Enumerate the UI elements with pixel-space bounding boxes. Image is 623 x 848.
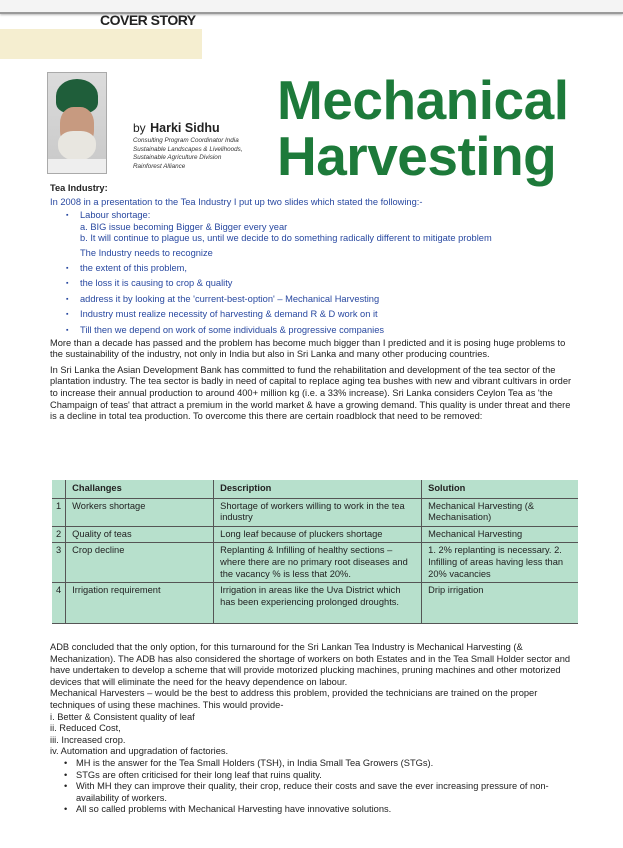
list-item: ▪ the extent of this problem,	[50, 263, 578, 275]
header-color-block	[0, 29, 202, 59]
list-item: iv. Automation and upgradation of factories.	[50, 746, 229, 757]
intro: In 2008 in a presentation to the Tea Industry I put up two slides which stated the following:-	[50, 196, 423, 207]
table-row: 2 Quality of teas Long leaf because of pluckers shortage Mechanical Harvesting	[52, 526, 578, 543]
subheading: Tea Industry:	[50, 183, 108, 193]
article-title: Mechanical Harvesting	[277, 69, 569, 187]
list-item: • STGs are often criticised for their long leaf that ruins quality.	[62, 770, 578, 782]
section-label: COVER STORY	[100, 12, 196, 28]
viewer-top-bar	[0, 0, 623, 14]
article-body-top	[50, 183, 578, 423]
author-affiliation: Consulting Program Coordinator India Sustainable Landscapes & Livelihoods, Sustainable Agriculture Division Rainforest Alliance	[133, 137, 243, 170]
article-body-bottom	[50, 642, 578, 816]
paragraph: In Sri Lanka the Asian Development Bank has committed to fund the rehabilitation and development of the tea sector of the plantation industry. The tea sector is badly in need of capital to replace aging tea bushes with new and vibrant cultivars in order to increase their annual production to around 400+ million kg (i.e. a 33% increase). Sri Lanka considers Ceylon Tea as 'the Champaign of teas' that attract a premium in the world market & have a growing demand. This quality is under threat and there is a decline in total tea production. To overcome this there are certain roadblock that need to be removed:	[50, 364, 572, 422]
slide-list	[50, 210, 578, 336]
list-item: ii. Reduced Cost,	[50, 723, 121, 734]
byline-by: by	[133, 121, 146, 135]
list-item: ▪ address it by looking at the 'current-best-option' – Mechanical Harvesting	[50, 294, 578, 306]
paragraph: ADB concluded that the only option, for this turnaround for the Sri Lankan Tea Industry is Mechanical Harvesting (& Mechanization). The ADB has also considered the shortage of workers on both Estates and in the Tea Small Holder sector and have undertaken to develop a scheme that will provide motorized plucking machines, pruning machines and other motorized devices that will eliminate the need for the heavy dependence on labour.	[50, 642, 571, 687]
table-row: 4 Irrigation requirement Irrigation in areas like the Uva District which has been experiencing prolonged droughts. Drip irrigation	[52, 583, 578, 624]
author-name: Harki Sidhu	[150, 121, 220, 135]
list-item: ▪ Labour shortage:	[50, 210, 578, 222]
list-item: ▪ Till then we depend on work of some individuals & progressive companies	[50, 325, 578, 337]
list-item: • With MH they can improve their quality, their crop, reduce their costs and save the ever increasing pressure of non-availability of workers.	[62, 781, 578, 804]
paragraph: More than a decade has passed and the problem has become much bigger than I predicted and it is posing huge problems to the sustainability of the industry, not only in India but also in Sri Lanka and many other producing countries.	[50, 337, 566, 360]
table-row: 1 Workers shortage Shortage of workers willing to work in the tea industry Mechanical Harvesting (& Mechanisation)	[52, 498, 578, 526]
list-item: iii. Increased crop.	[50, 734, 126, 745]
list-item: • MH is the answer for the Tea Small Holders (TSH), in India Small Tea Growers (STGs).	[62, 758, 578, 770]
list-item: ▪ the loss it is causing to crop & quality	[50, 278, 578, 290]
list-item: i. Better & Consistent quality of leaf	[50, 711, 195, 722]
table-row: 3 Crop decline Replanting & Infilling of healthy sections – where there are no primary root diseases and the vacancy % is less that 20%. 1. 2% replanting is necessary. 2. Infilling of areas having less than 20% vacancies	[52, 543, 578, 583]
list-item: The Industry needs to recognize	[80, 247, 213, 258]
author-photo	[47, 72, 107, 174]
table-header-row: Challanges Description Solution	[52, 480, 578, 498]
list-item: a. BIG issue becoming Bigger & Bigger every year	[80, 221, 288, 232]
byline	[133, 119, 243, 171]
challenges-table	[52, 480, 578, 624]
list-item: ▪ Industry must realize necessity of harvesting & demand R & D work on it	[50, 309, 578, 321]
paragraph: Mechanical Harvesters – would be the best to address this problem, provided the technicians are trained on the proper techniques of using these machines. This would provide-	[50, 688, 538, 710]
list-item: b. It will continue to plague us, until we decide to do something radically different to mitigate problem	[80, 233, 492, 244]
list-item: • All so called problems with Mechanical Harvesting have innovative solutions.	[62, 804, 578, 816]
